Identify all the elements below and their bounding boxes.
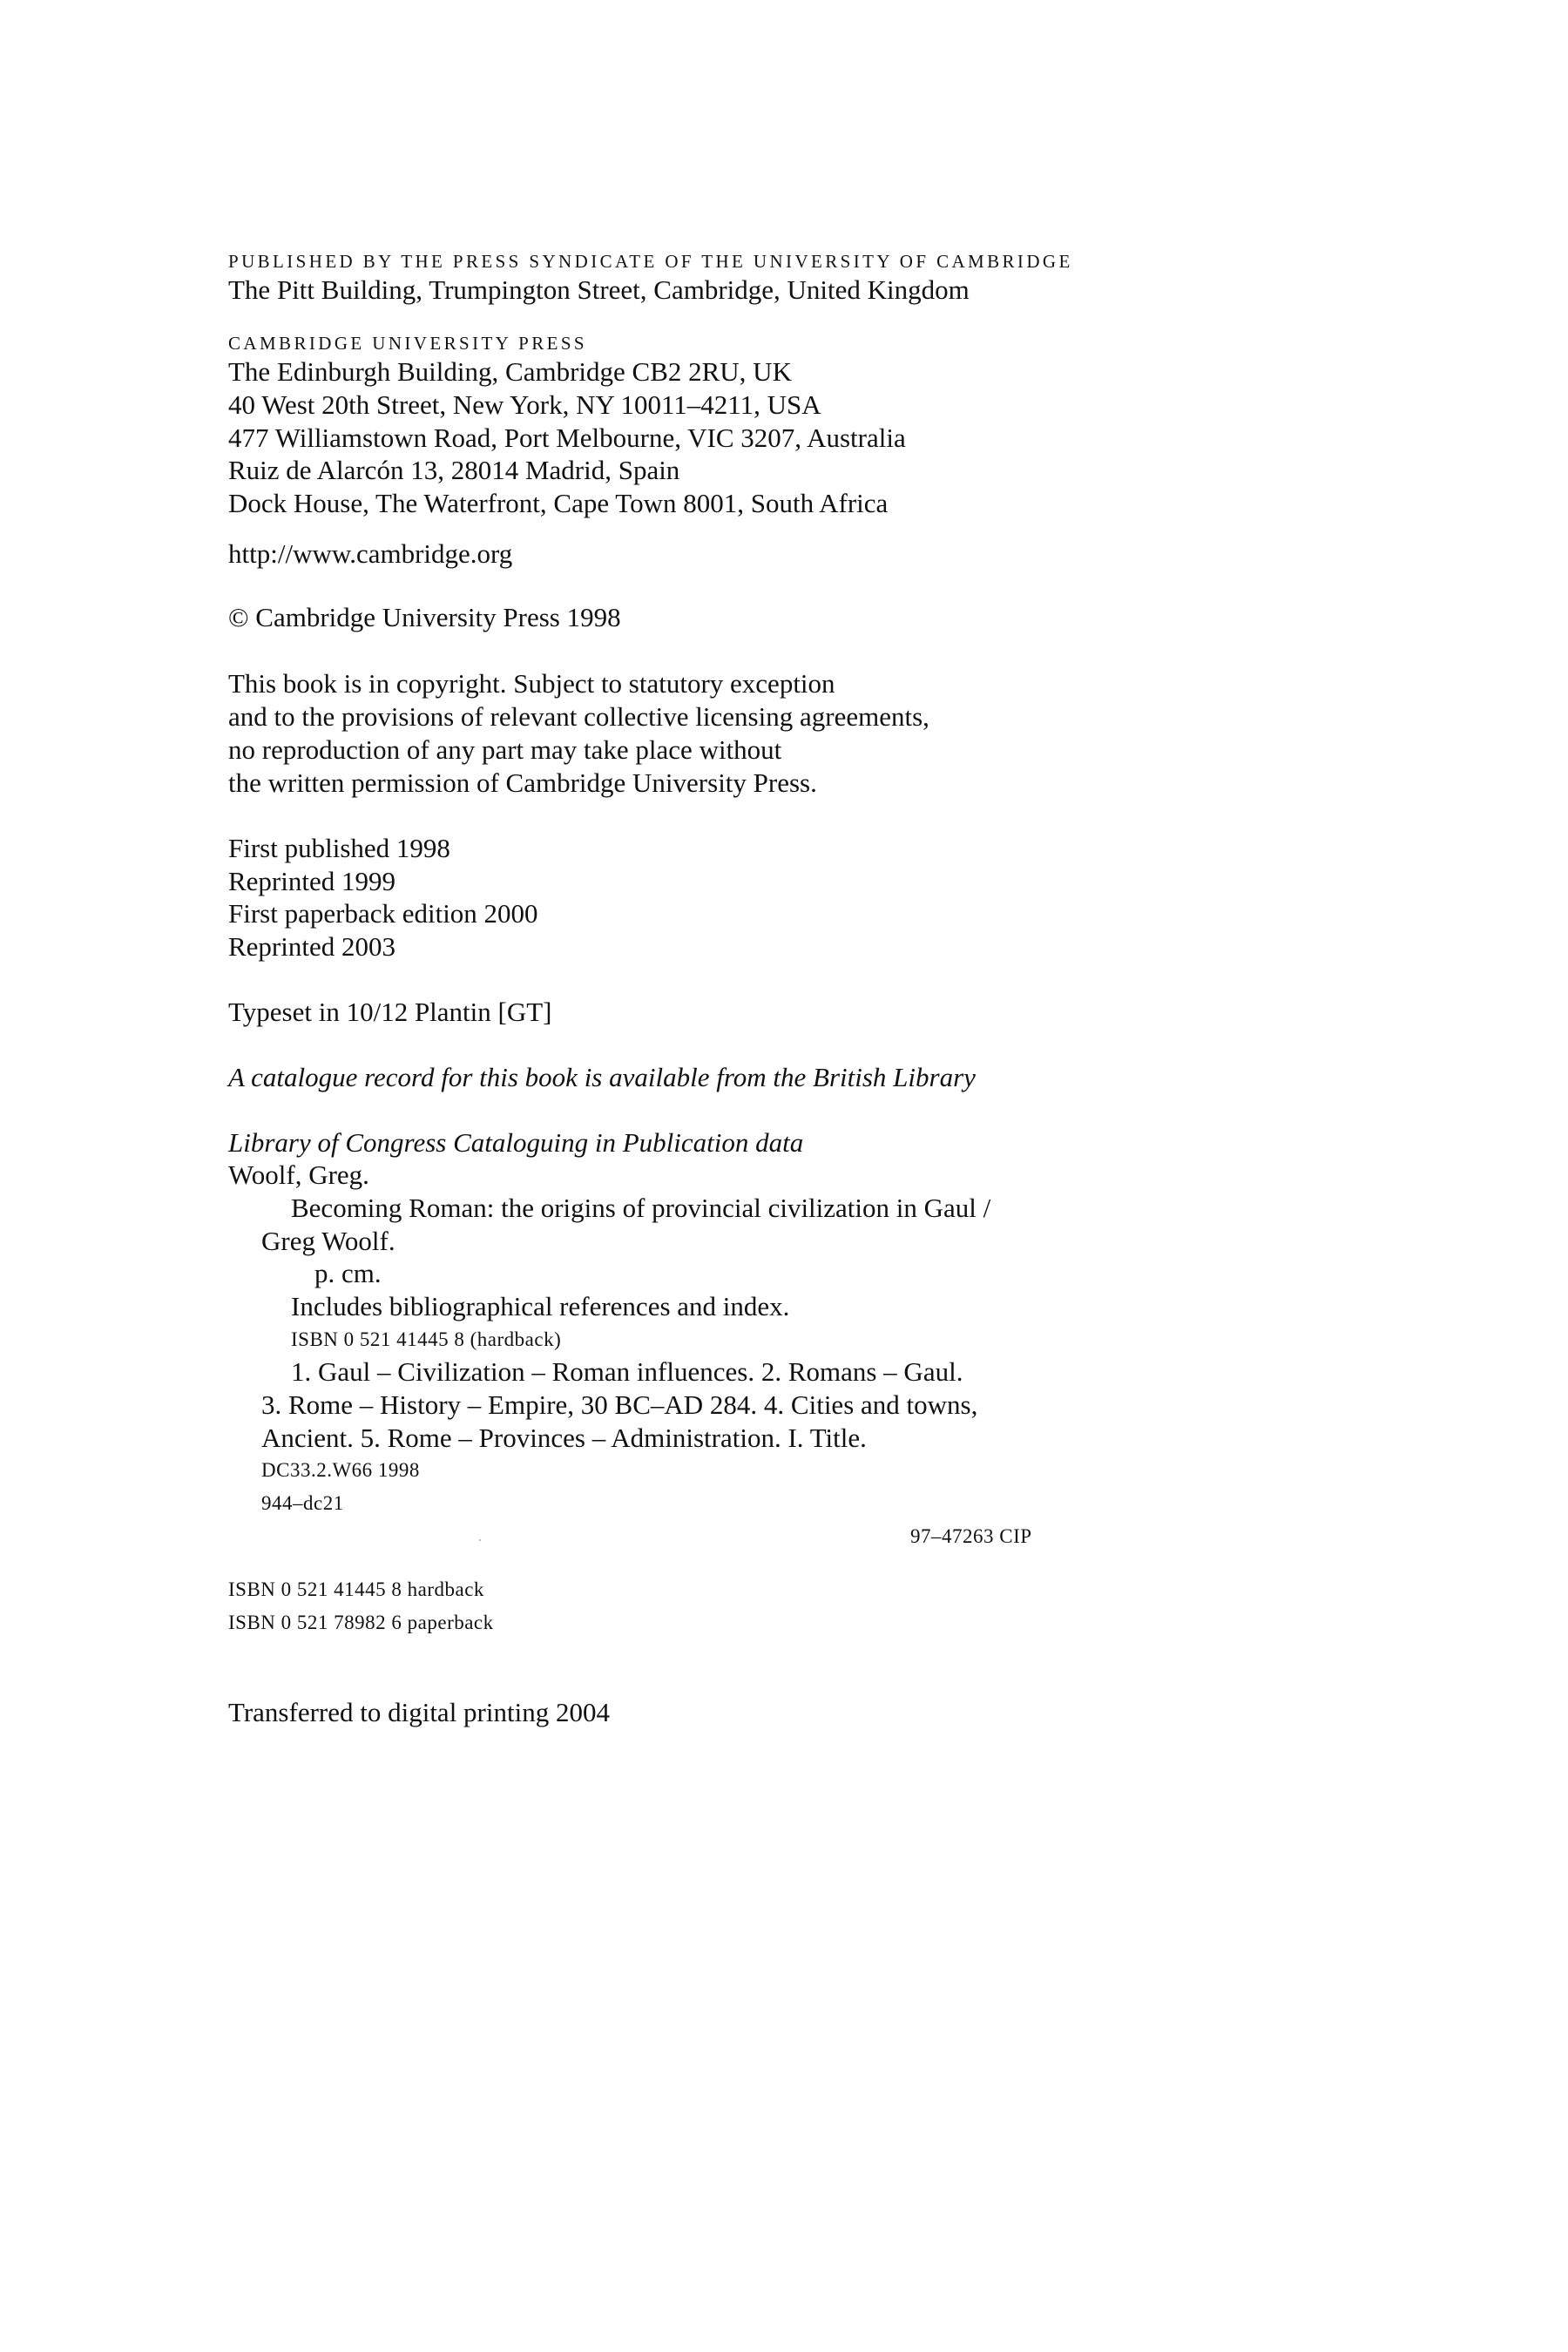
cip-lccn: 97–47263 CIP <box>910 1525 1032 1547</box>
address-line: 40 West 20th Street, New York, NY 10011–4211, USA <box>228 389 821 420</box>
cip-title: Becoming Roman: the origins of provincial civilization in Gaul / <box>291 1193 991 1223</box>
cip-subject-line: 3. Rome – History – Empire, 30 BC–AD 284. 4. Cities and towns, <box>261 1389 978 1420</box>
cip-subject-line: 1. Gaul – Civilization – Roman influences. 2. Romans – Gaul. <box>291 1356 963 1387</box>
address-line: Dock House, The Waterfront, Cape Town 8001, South Africa <box>228 488 889 518</box>
cip-dewey: 944–dc21 <box>261 1492 344 1514</box>
cip-notes: Includes bibliographical references and index. <box>291 1291 790 1321</box>
digital-printing-note: Transferred to digital printing 2004 <box>228 1697 610 1727</box>
address-line: Ruiz de Alarcón 13, 28014 Madrid, Spain <box>228 455 680 485</box>
cip-title-author: Greg Woolf. <box>261 1226 395 1256</box>
cip-call-number: DC33.2.W66 1998 <box>261 1459 420 1481</box>
scan-speck <box>479 1539 481 1541</box>
cip-subject-line: Ancient. 5. Rome – Provinces – Administration. I. Title. <box>261 1423 867 1453</box>
printing-history-line: First published 1998 <box>228 833 450 863</box>
press-name: CAMBRIDGE UNIVERSITY PRESS <box>228 333 587 354</box>
address-line: 477 Williamstown Road, Port Melbourne, VIC 3207, Australia <box>228 422 906 453</box>
rights-line: This book is in copyright. Subject to statutory exception <box>228 668 835 699</box>
printing-history-line: Reprinted 2003 <box>228 931 395 962</box>
address-line: The Edinburgh Building, Cambridge CB2 2RU, UK <box>228 356 792 387</box>
british-library-note: A catalogue record for this book is available from the British Library <box>228 1062 976 1092</box>
isbn-line: ISBN 0 521 78982 6 paperback <box>228 1612 494 1633</box>
publisher-website: http://www.cambridge.org <box>228 538 513 569</box>
typeset-note: Typeset in 10/12 Plantin [GT] <box>228 997 552 1027</box>
printing-history-line: First paperback edition 2000 <box>228 898 538 929</box>
syndicate-address: The Pitt Building, Trumpington Street, Cambridge, United Kingdom <box>228 274 970 305</box>
rights-line: the written permission of Cambridge University Press. <box>228 767 817 798</box>
isbn-line: ISBN 0 521 41445 8 hardback <box>228 1578 484 1600</box>
copyright-notice: © Cambridge University Press 1998 <box>228 602 621 632</box>
cip-author: Woolf, Greg. <box>228 1159 369 1190</box>
printing-history-line: Reprinted 1999 <box>228 866 395 896</box>
rights-line: and to the provisions of relevant collective licensing agreements, <box>228 701 929 732</box>
cip-pagination: p. cm. <box>314 1258 382 1288</box>
cip-isbn: ISBN 0 521 41445 8 (hardback) <box>291 1328 562 1350</box>
cip-heading: Library of Congress Cataloguing in Publication data <box>228 1127 804 1158</box>
syndicate-line: PUBLISHED BY THE PRESS SYNDICATE OF THE UNIVERSITY OF CAMBRIDGE <box>228 251 1073 272</box>
rights-line: no reproduction of any part may take place without <box>228 734 782 765</box>
